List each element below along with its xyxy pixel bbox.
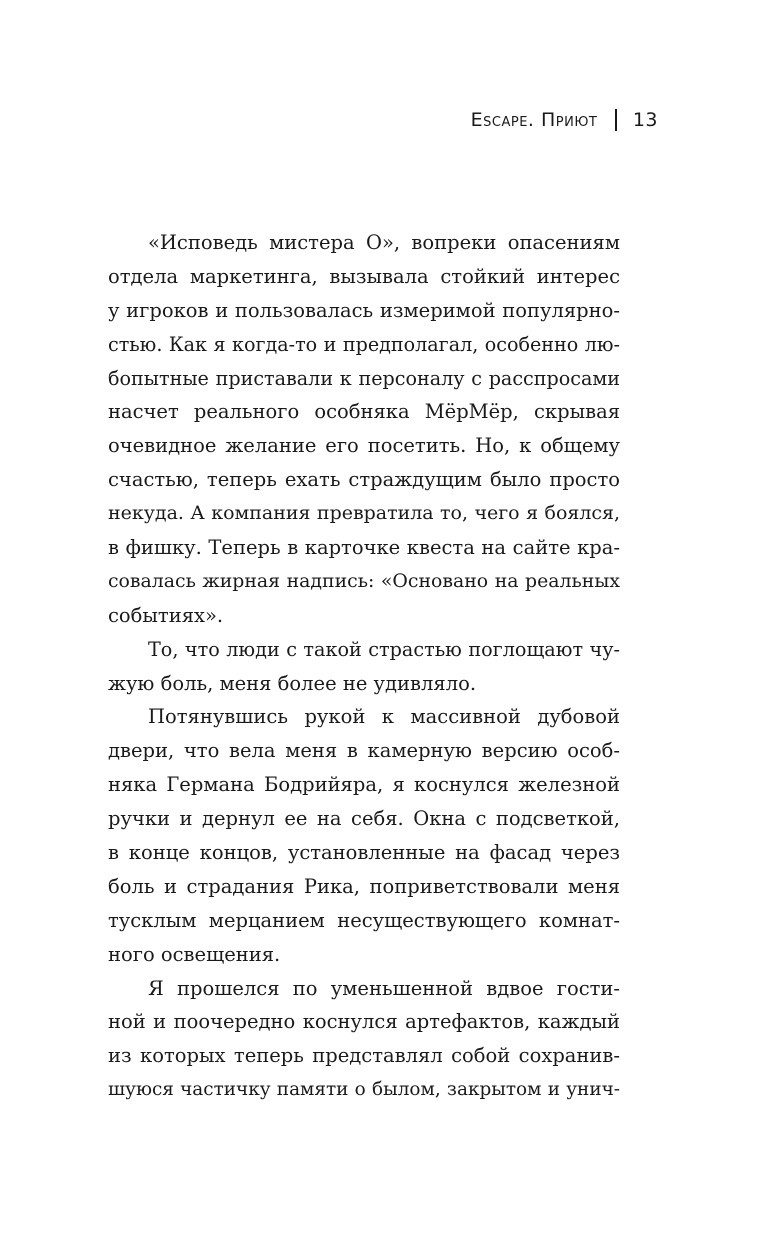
paragraph-line: у игроков и пользовалась измеримой популярно- [108,298,620,322]
paragraph-line: тусклым мерцанием несуществующего комнат- [108,908,620,932]
paragraph-line: бопытные приставали к персоналу с расспросами [108,366,620,390]
paragraph-line: в конце концов, установленные на фасад через [108,841,620,865]
book-title: Escape. Приют [470,109,598,131]
paragraph-line: событиях». [108,603,224,627]
paragraph-line: шуюся частичку памяти о былом, закрытом и унич- [108,1079,620,1101]
paragraph-line: некуда. А компания превратила то, чего я боялся, [108,502,620,525]
paragraph-line: счастью, теперь ехать страждущим было просто [108,468,620,492]
paragraph-line: ной и поочередно коснулся артефактов, каждый [108,1010,620,1034]
paragraph-line: боль и страдания Рика, поприветствовали меня [108,874,620,898]
paragraph-line: отдела маркетинга, вызывала стойкий интерес [108,264,620,288]
paragraph-line: насчет реального особняка МёрМёр, скрывая [108,400,620,424]
paragraph-line: Я прошелся по уменьшенной вдвое гости- [148,976,620,1000]
paragraph-line: няка Германа Бодрийяра, я коснулся железной [108,773,620,797]
body-text [108,226,620,1107]
running-header [471,106,658,134]
paragraph-line: «Исповедь мистера О», вопреки опасениям [148,231,620,254]
paragraph-line: очевидное желание его посетить. Но, к общему [108,434,620,458]
paragraph-line: То, что люди с такой страстью поглощают чу- [148,637,620,661]
paragraph-line: ручки и дернул ее на себя. Окна с подсветкой, [108,807,620,831]
page-number: 13 [632,109,658,131]
paragraph-line: жую боль, меня более не удивляло. [108,671,477,695]
paragraph-line: стью. Как я когда-то и предполагал, особенно лю- [108,332,620,356]
paragraph-line: в фишку. Теперь в карточке квеста на сайте кра- [108,536,620,560]
paragraph-line: из которых теперь представлял собой сохранив- [108,1044,620,1068]
paragraph-line: совалась жирная надпись: «Основано на реальных [108,569,620,592]
paragraph-line: ного освещения. [108,942,281,966]
header-separator [615,109,617,131]
paragraph-line: Потянувшись рукой к массивной дубовой [148,705,620,729]
paragraph-line: двери, что вела меня в камерную версию особ- [108,739,620,763]
